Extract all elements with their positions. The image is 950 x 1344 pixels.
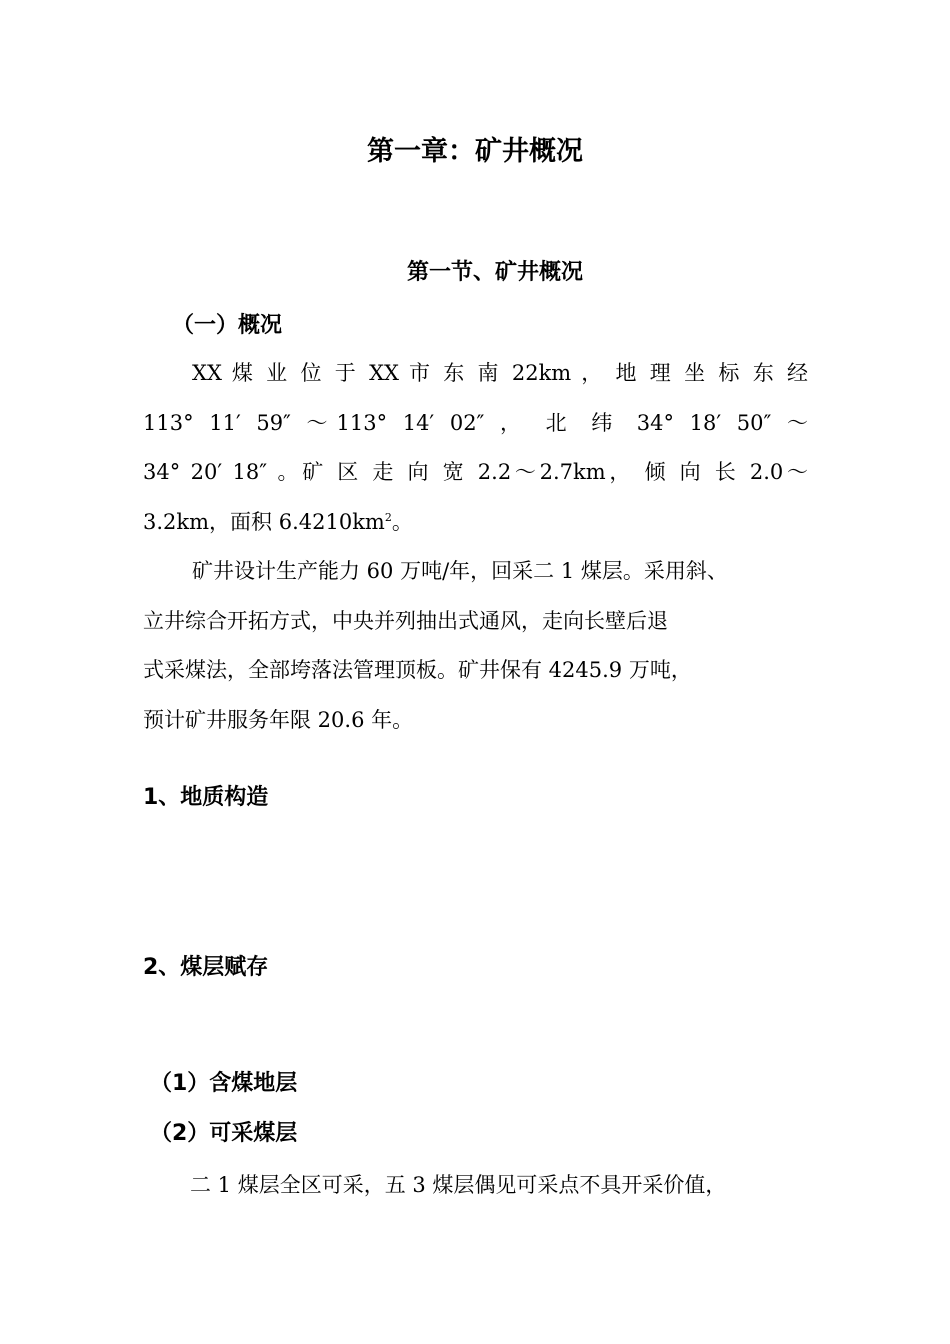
section-title: 第一节、矿井概况	[406, 260, 583, 285]
minable-seams-paragraph	[190, 1161, 830, 1211]
paragraph-line: 113° 11′ 59″ ～113° 14′ 02″ ， 北 纬 34° 18′ 50″ ～	[143, 410, 808, 435]
overview-paragraph-location	[143, 349, 808, 547]
area-text: 3.2km，面积 6.4210km	[143, 509, 385, 534]
coal-strata-heading: （1）含煤地层	[150, 1071, 298, 1096]
coal-seams-heading: 2、煤层赋存	[143, 955, 269, 980]
paragraph-line	[143, 498, 808, 548]
paragraph-line: 二 1 煤层全区可采，五 3 煤层偶见可采点不具开采价值，	[190, 1173, 727, 1197]
geology-heading: 1、地质构造	[143, 785, 269, 810]
paragraph-line: 立井综合开拓方式，中央并列抽出式通风，走向长壁后退	[143, 608, 668, 633]
area-superscript: 2	[384, 510, 392, 524]
overview-heading: （一）概况	[172, 313, 283, 338]
paragraph-line: 预计矿井服务年限 20.6 年。	[143, 707, 414, 732]
area-end: 。	[391, 509, 413, 534]
paragraph-line: XX 煤 业 位 于 XX 市 东 南 22km ， 地 理 坐 标 东 经	[192, 361, 808, 385]
chapter-title: 第一章：矿井概况	[367, 136, 583, 167]
paragraph-line: 矿井设计生产能力 60 万吨/年，回采二 1 煤层。采用斜、	[192, 559, 728, 583]
minable-seams-heading: （2）可采煤层	[150, 1121, 298, 1146]
paragraph-line: 34° 20′ 18″ 。矿 区 走 向 宽 2.2～2.7km， 倾 向 长 2.0～	[143, 460, 808, 484]
paragraph-line: 式采煤法，全部垮落法管理顶板。矿井保有 4245.9 万吨，	[143, 658, 692, 682]
overview-paragraph-production	[143, 547, 808, 745]
